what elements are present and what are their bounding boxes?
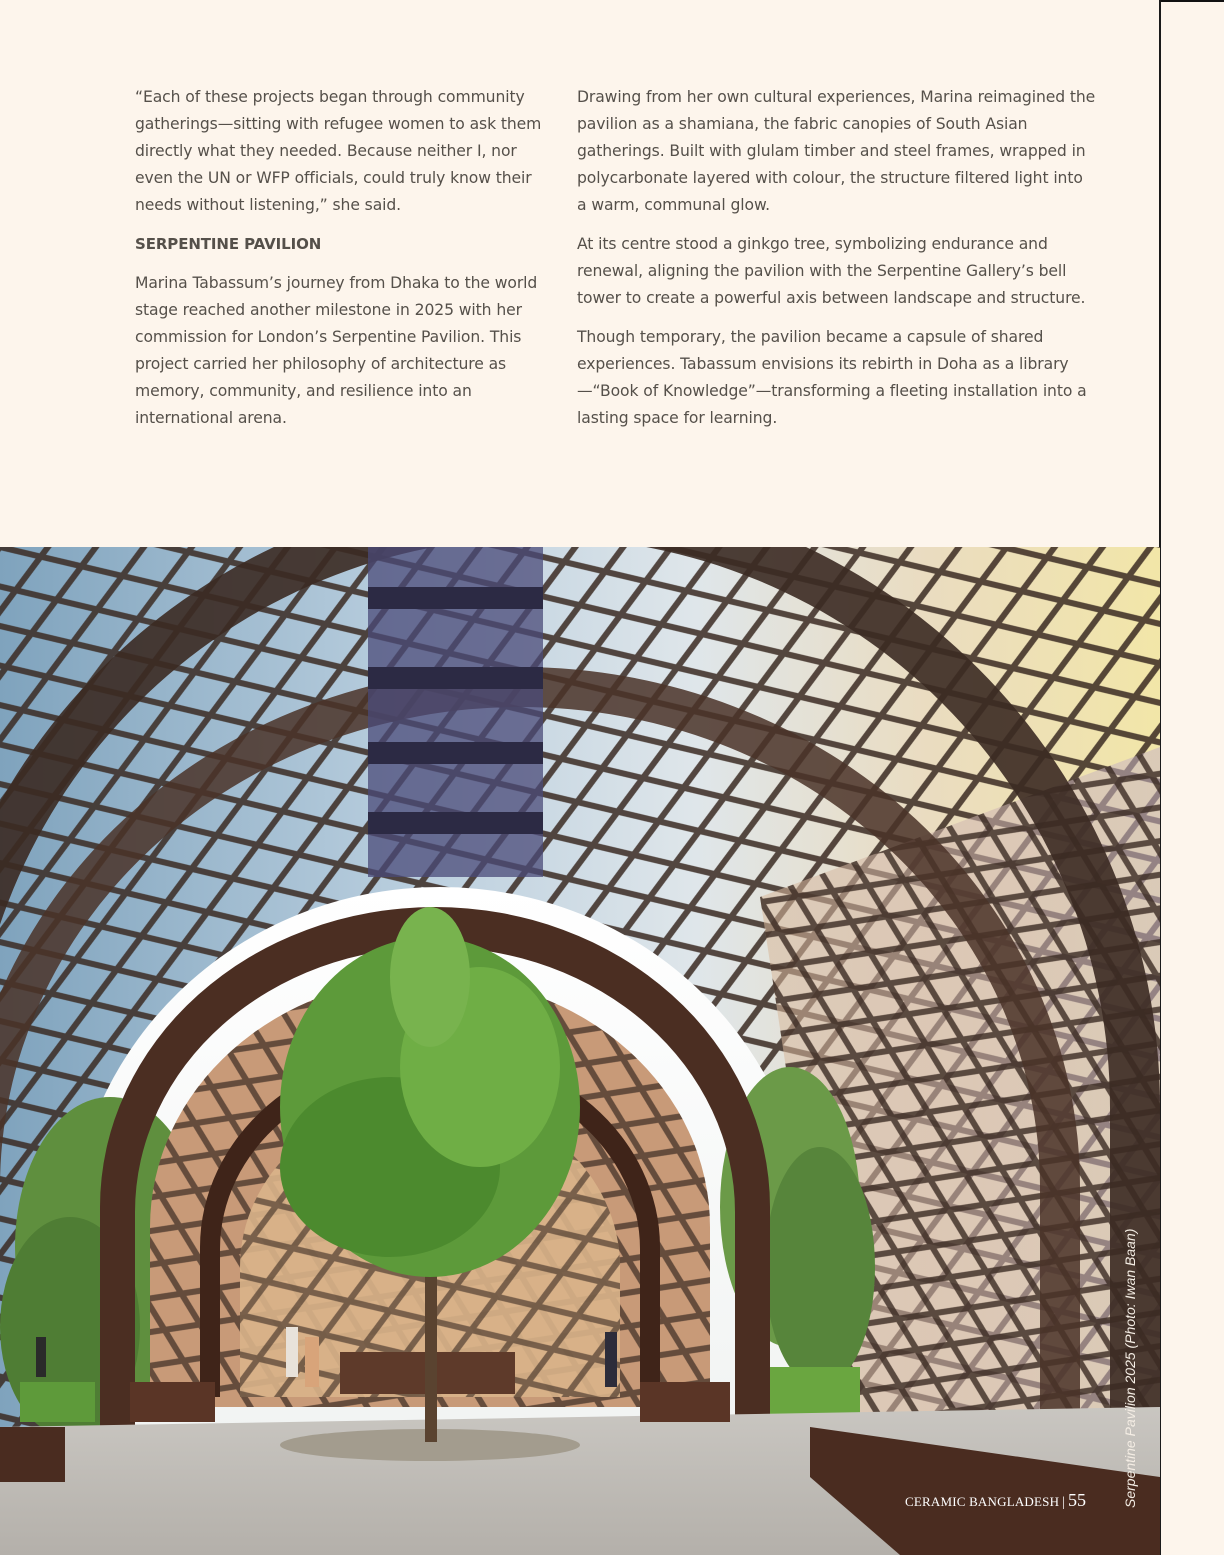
quote-paragraph: “Each of these projects began through community gatherings—sitting with refugee women to ask them directly what they needed. Because neither I, nor even the UN or WFP officials, could truly know their needs without listening,” she said. [135, 88, 542, 214]
body-paragraph: Though temporary, the pavilion became a capsule of shared experiences. Tabassum envisions its rebirth in Doha as a library—“Book of Knowledge”—transforming a fleeting installation into a lasting space for learning. [577, 328, 1087, 427]
body-paragraph: At its centre stood a ginkgo tree, symbolizing endurance and renewal, aligning the pavilion with the Serpentine Gallery’s bell tower to create a powerful axis between landscape and structure. [577, 235, 1086, 307]
footer-separator: | [1062, 1495, 1065, 1510]
right-column [577, 84, 1097, 444]
section-heading: SERPENTINE PAVILION [135, 235, 322, 253]
page-footer [905, 1490, 1086, 1511]
page-number: 55 [1068, 1490, 1086, 1510]
corner-crop-mark [1160, 0, 1224, 2]
body-paragraph: Marina Tabassum’s journey from Dhaka to the world stage reached another milestone in 2025 with her commission for London’s Serpentine Pavilion. This project carried her philosophy of architecture as memory, community, and resilience into an international arena. [135, 274, 538, 427]
photo-caption: Serpentine Pavilion 2025 (Photo: Iwan Baan) [1122, 1228, 1138, 1508]
magazine-name: CERAMIC BANGLADESH [904, 1494, 1060, 1509]
body-paragraph: Drawing from her own cultural experiences, Marina reimagined the pavilion as a shamiana, the fabric canopies of South Asian gatherings. Built with glulam timber and steel frames, wrapped in polycarbonate layered with colour, the structure filtered light into a warm, communal glow. [577, 88, 1096, 214]
pavilion-photo [0, 547, 1160, 1555]
left-column [135, 84, 545, 444]
